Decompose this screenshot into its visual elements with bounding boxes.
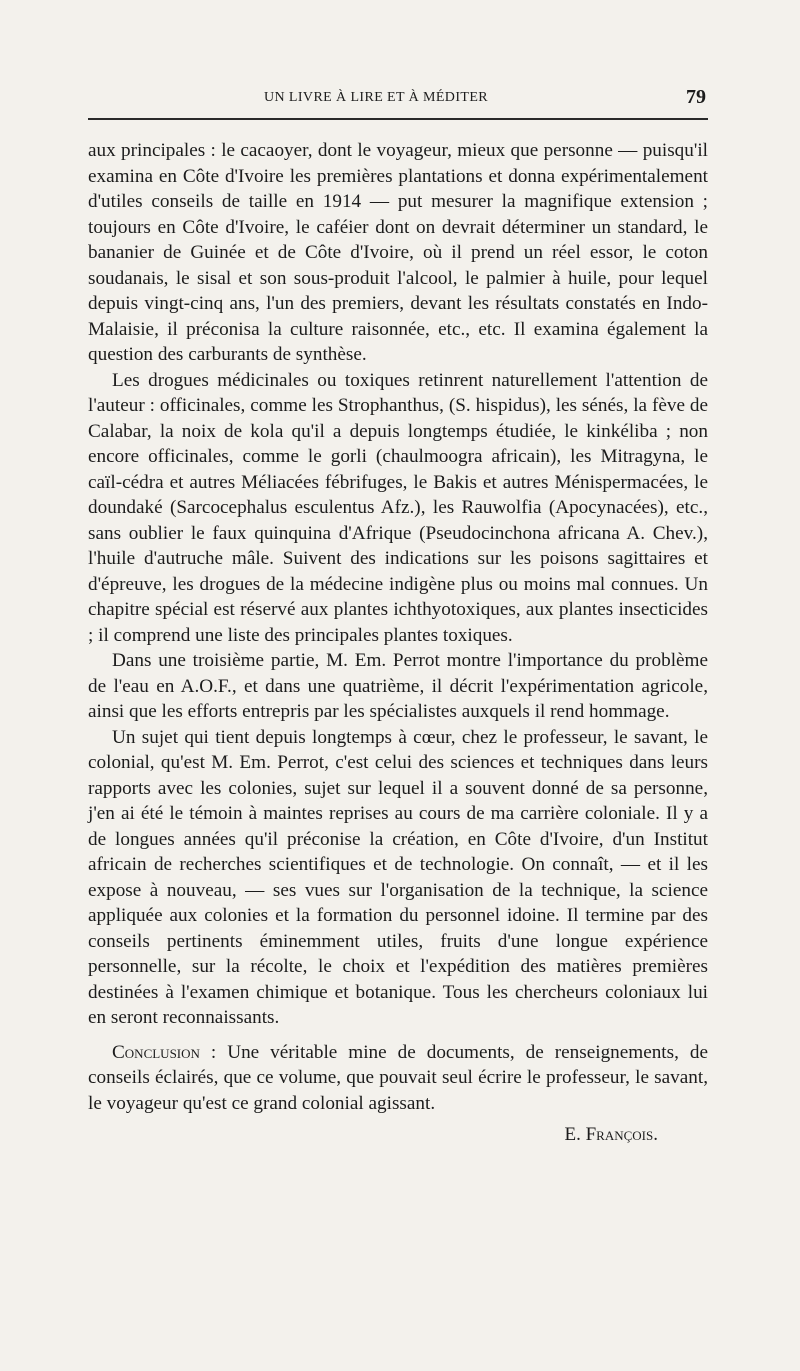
paragraph-sciences: Un sujet qui tient depuis longtemps à cœur, chez le professeur, le savant, le colonial, qu'est M. Em. Perrot, c'est celui des sciences et techniques dans leurs rapports avec les colonies, sujet sur lequel il a souvent donné de sa personne, j'en ai été le témoin à maintes reprises au cours de ma carrière coloniale. Il y a de longues années qu'il préconise la création, en Côte d'Ivoire, d'un Institut africain de recherches scientifiques et de technologie. On connaît, — et il les expose à nouveau, — ses vues sur l'organisation de la technique, la science appliquée aux colonies et la formation du personnel idoine. Il termine par des conseils pertinents éminemment utiles, fruits d'une longue expérience personnelle, sur la récolte, le choix et l'expédition des matières premières destinées à l'examen chimique et botanique. Tous les chercheurs coloniaux lui en seront reconnaissants.: [88, 726, 708, 1028]
paragraph-water: Dans une troisième partie, M. Em. Perrot montre l'importance du problème de l'eau en A.O.F., et dans une quatrième, il décrit l'expérimentation agricole, ainsi que les efforts entrepris par les spécialistes auxquels il rend hommage.: [88, 650, 708, 722]
conclusion-text: : Une véritable mine de documents, de renseignements, de conseils éclairés, que ce volume, que pouvait seul écrire le professeur, le savant, le voyageur qu'est ce grand colonial agissant.: [88, 1041, 708, 1114]
conclusion-label: Conclusion: [112, 1041, 200, 1063]
paragraph-conclusion: [88, 1040, 708, 1117]
article-body: [88, 138, 708, 1147]
author-signature: E. François.: [564, 1124, 658, 1145]
page-number: 79: [686, 86, 706, 108]
paragraph-drugs: Les drogues médicinales ou toxiques retinrent naturellement l'attention de l'auteur : officinales, comme les Strophanthus, (S. hispidus), les sénés, la fève de Calabar, la noix de kola qu'il a depuis longtemps étudiée, le kinkéliba ; non encore officinales, comme le gorli (chaulmoogra africain), les Mitragyna, le caïl-cédra et autres Méliacées fébrifuges, le Bakis et autres Ménispermacées, le doundaké (Sarcocephalus esculentus Afz.), les Rauwolfia (Apocynacées), etc., sans oublier le faux quinquina d'Afrique (Pseudocinchona africana A. Chev.), l'huile d'autruche mâle. Suivent des indications sur les poisons sagittaires et d'épreuve, les drogues de la médecine indigène plus ou moins mal connues. Un chapitre spécial est réservé aux plantes ichthyotoxiques, aux plantes insecticides ; il comprend une liste des principales plantes toxiques.: [88, 369, 708, 646]
paragraph-crops: aux principales : le cacaoyer, dont le voyageur, mieux que personne — puisqu'il examina en Côte d'Ivoire les premières plantations et donna expérimentalement d'utiles conseils de taille en 1914 — put mesurer la magnifique extension ; toujours en Côte d'Ivoire, le caféier dont on devrait déterminer un standard, le bananier de Guinée et de Côte d'Ivoire, où il prend un réel essor, le coton soudanais, le sisal et son sous-produit l'alcool, le palmier à huile, pour lequel depuis vingt-cinq ans, l'un des premiers, devant les résultats constatés en Indo-Malaisie, il préconisa la culture raisonnée, etc., etc. Il examina également la question des carburants de synthèse.: [88, 140, 708, 365]
running-title: UN LIVRE À LIRE ET À MÉDITER: [264, 90, 489, 105]
running-header: [88, 86, 708, 112]
header-rule: [88, 118, 708, 120]
